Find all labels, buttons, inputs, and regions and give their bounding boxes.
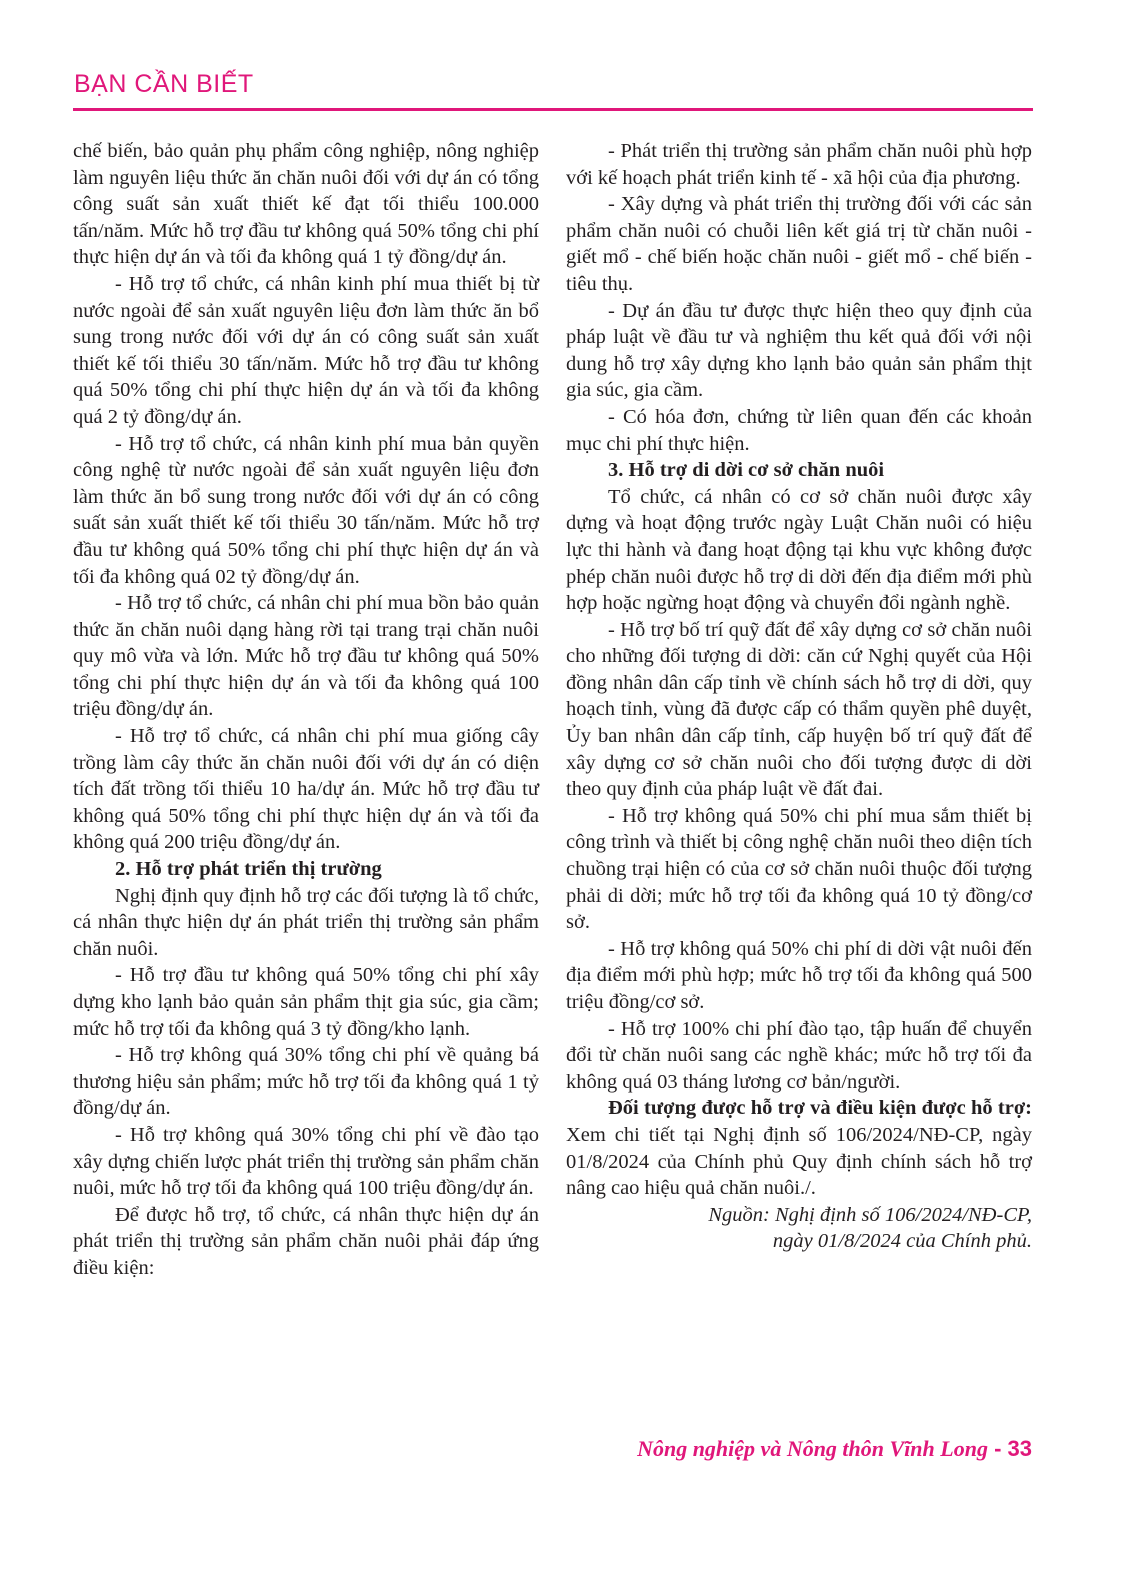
footer-separator: - xyxy=(987,1436,1008,1461)
paragraph: - Phát triển thị trường sản phẩm chăn nuôi phù hợp với kế hoạch phát triển kinh tế - xã hội của địa phương. xyxy=(566,140,1032,189)
bold-lead: Đối tượng được hỗ trợ và điều kiện được hỗ trợ: xyxy=(608,1097,1032,1120)
paragraph-text: Xem chi tiết tại Nghị định số 106/2024/NĐ-CP, ngày 01/8/2024 của Chính phủ Quy định chính sách hỗ trợ nâng cao hiệu quả chăn nuôi./. xyxy=(566,1123,1032,1200)
paragraph: - Xây dựng và phát triển thị trường đối với các sản phẩm chăn nuôi có chuỗi liên kết giá trị từ chăn nuôi - giết mổ - chế biến hoặc chăn nuôi - giết mổ - chế biến - tiêu thụ. xyxy=(566,193,1032,295)
section-heading: 2. Hỗ trợ phát triển thị trường xyxy=(115,858,382,881)
paragraph: - Hỗ trợ không quá 30% tổng chi phí về đào tạo xây dựng chiến lược phát triển thị trường sản phẩm chăn nuôi, mức hỗ trợ tối đa không quá 100 triệu đồng/dự án. xyxy=(73,1123,539,1200)
paragraph: - Hỗ trợ tổ chức, cá nhân kinh phí mua bản quyền công nghệ từ nước ngoài để sản xuất nguyên liệu đơn làm thức ăn bổ sung trong nước đối với dự án có công suất sản xuất thiết kế tối thiểu 30 tấn/năm. Mức hỗ trợ đầu tư không quá 50% tổng chi phí thực hiện dự án và tối đa không quá 02 tỷ đồng/dự án. xyxy=(73,432,539,588)
paragraph: Để được hỗ trợ, tổ chức, cá nhân thực hiện dự án phát triển thị trường sản phẩm chăn nuôi phải đáp ứng điều kiện: xyxy=(73,1203,539,1279)
paragraph: - Hỗ trợ tổ chức, cá nhân chi phí mua giống cây trồng làm cây thức ăn chăn nuôi đối với dự án có diện tích đất trồng tối thiểu 10 ha/dự án. Mức hỗ trợ đầu tư không quá 50% tổng chi phí thực hiện dự án và tối đa không quá 200 triệu đồng/dự án. xyxy=(73,725,539,854)
left-column xyxy=(73,138,539,1282)
paragraph: Nghị định quy định hỗ trợ các đối tượng là tổ chức, cá nhân thực hiện dự án phát triển thị trường sản phẩm chăn nuôi. xyxy=(73,884,539,960)
paragraph: Tổ chức, cá nhân có cơ sở chăn nuôi được xây dựng và hoạt động trước ngày Luật Chăn nuôi có hiệu lực thi hành và đang hoạt động tại khu vực không được phép chăn nuôi được hỗ trợ di dời đến địa điểm mới phù hợp hoặc ngừng hoạt động và chuyển đổi ngành nghề. xyxy=(566,485,1032,615)
page-footer xyxy=(637,1436,1032,1462)
source-line: ngày 01/8/2024 của Chính phủ. xyxy=(772,1230,1032,1253)
right-column xyxy=(566,138,1032,1255)
paragraph: - Có hóa đơn, chứng từ liên quan đến các khoản mục chi phí thực hiện. xyxy=(566,405,1032,455)
paragraph: - Hỗ trợ 100% chi phí đào tạo, tập huấn để chuyển đổi từ chăn nuôi sang các nghề khác; mức hỗ trợ tối đa không quá 03 tháng lương cơ bản/người. xyxy=(566,1017,1032,1093)
paragraph: - Hỗ trợ không quá 50% chi phí di dời vật nuôi đến địa điểm mới phù hợp; mức hỗ trợ tối đa không quá 500 triệu đồng/cơ sở. xyxy=(566,937,1032,1013)
page-number: 33 xyxy=(1007,1436,1032,1461)
paragraph: - Hỗ trợ không quá 50% chi phí mua sắm thiết bị công trình và thiết bị công nghệ chăn nuôi theo diện tích chuồng trại hiện có của cơ sở chăn nuôi thuộc đối tượng phải di dời; mức hỗ trợ tối đa không quá 10 tỷ đồng/cơ sở. xyxy=(566,804,1032,934)
paragraph: - Dự án đầu tư được thực hiện theo quy định của pháp luật về đầu tư và nghiệm thu kết quả đối với nội dung hỗ trợ xây dựng kho lạnh bảo quản sản phẩm thịt gia súc, gia cầm. xyxy=(566,299,1032,402)
paragraph: - Hỗ trợ đầu tư không quá 50% tổng chi phí xây dựng kho lạnh bảo quản sản phẩm thịt gia súc, gia cầm; mức hỗ trợ tối đa không quá 3 tỷ đồng/kho lạnh. xyxy=(73,964,539,1040)
section-label: BẠN CẦN BIẾT xyxy=(74,70,254,98)
paragraph: - Hỗ trợ bố trí quỹ đất để xây dựng cơ sở chăn nuôi cho những đối tượng di dời: căn cứ Nghị quyết của Hội đồng nhân dân cấp tỉnh về chính sách hỗ trợ di dời, quy hoạch tỉnh, vùng đã được cấp có thẩm quyền phê duyệt, Ủy ban nhân dân cấp tỉnh, cấp huyện bố trí quỹ đất để xây dựng cơ sở chăn nuôi cho đối tượng được di dời theo quy định của pháp luật về đất đai. xyxy=(566,618,1032,801)
paragraph xyxy=(566,1095,1032,1201)
paragraph: - Hỗ trợ không quá 30% tổng chi phí về quảng bá thương hiệu sản phẩm; mức hỗ trợ tối đa không quá 1 tỷ đồng/dự án. xyxy=(73,1044,539,1120)
paragraph: - Hỗ trợ tổ chức, cá nhân kinh phí mua thiết bị từ nước ngoài để sản xuất nguyên liệu đơn làm thức ăn bổ sung trong nước đối với dự án có công suất sản xuất thiết kế tối thiểu 30 tấn/năm. Mức hỗ trợ đầu tư không quá 50% tổng chi phí thực hiện dự án và tối đa không quá 2 tỷ đồng/dự án. xyxy=(73,272,539,428)
magazine-title: Nông nghiệp và Nông thôn Vĩnh Long xyxy=(637,1436,988,1461)
header-divider xyxy=(73,108,1033,111)
paragraph: chế biến, bảo quản phụ phẩm công nghiệp, nông nghiệp làm nguyên liệu thức ăn chăn nuôi đối với dự án có tổng công suất sản xuất thiết kế đạt tối thiểu 100.000 tấn/năm. Mức hỗ trợ đầu tư không quá 50% tổng chi phí thực hiện dự án và tối đa không quá 1 tỷ đồng/dự án. xyxy=(73,140,539,269)
paragraph: - Hỗ trợ tổ chức, cá nhân chi phí mua bồn bảo quản thức ăn chăn nuôi dạng hàng rời tại trang trại chăn nuôi quy mô vừa và lớn. Mức hỗ trợ đầu tư không quá 50% tổng chi phí thực hiện dự án và tối đa không quá 100 triệu đồng/dự án. xyxy=(73,592,539,721)
source-line: Nguồn: Nghị định số 106/2024/NĐ-CP, xyxy=(708,1203,1032,1226)
section-heading: 3. Hỗ trợ di dời cơ sở chăn nuôi xyxy=(608,459,885,482)
